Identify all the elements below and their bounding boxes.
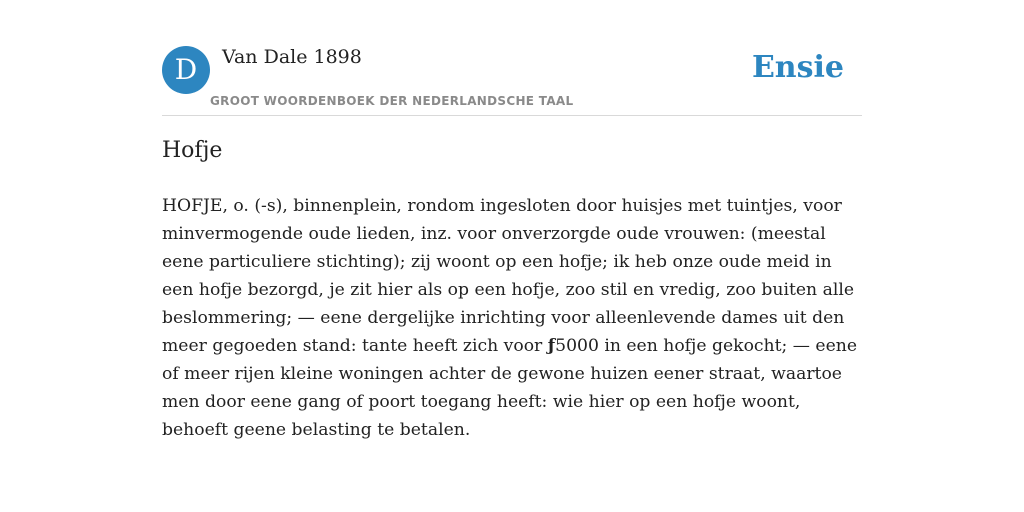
source-avatar[interactable]: D [162,46,210,94]
source-subtitle: GROOT WOORDENBOEK DER NEDERLANDSCHE TAAL [210,94,574,108]
entry-headword: Hofje [162,138,223,163]
brand-logo[interactable]: Ensie [751,50,844,85]
definition-text-part-1: HOFJE, o. (-s), binnenplein, rondom ingesloten door huisjes met tuintjes, voor minvermogende oude lieden, inz. voor onverzorgde oude vrouwen: (meestal eene particuliere stichting); zij woont op een hofje; ik heb onze oude meid in een hofje bezorgd, je zit hier als op een hofje, zoo stil en vredig, zoo buiten alle beslommering; — eene dergelijke inrichting voor alleenlevende dames uit den meer gegoeden stand: tante heeft zich voor [162,196,855,356]
currency-symbol: ƒ [547,336,556,356]
entry-definition [162,192,864,444]
source-header [162,44,862,116]
source-title[interactable]: Van Dale 1898 [222,46,362,68]
definition-text-part-2: 5000 in een hofje gekocht; — eene of meer rijen kleine woningen achter de gewone huizen eener straat, waartoe men door eene gang of poort toegang heeft: wie hier op een hofje woont, behoeft geene belasting te betalen. [162,336,858,440]
